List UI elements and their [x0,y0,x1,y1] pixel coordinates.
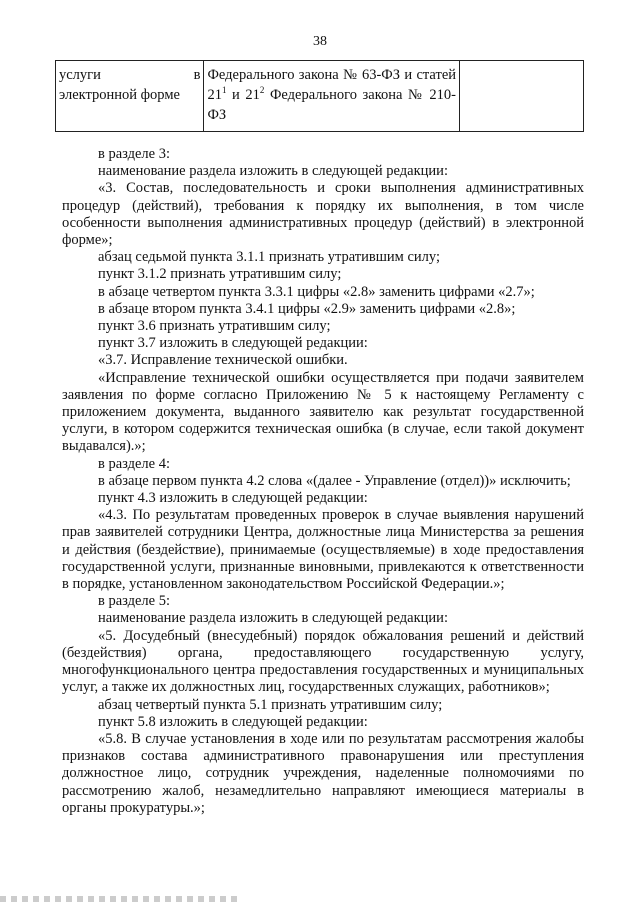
cell-text: в [193,67,201,83]
superscript: 1 [221,85,227,96]
paragraph: пункт 4.3 изложить в следующей редакции: [98,490,368,507]
paragraph: пункт 5.8 изложить в следующей редакции: [98,713,368,730]
table-cell-empty [460,61,584,132]
table-cell-law-reference [204,61,460,132]
cell-text: Федерального закона № 63-ФЗ и статей 21 [207,67,457,103]
page-number: 38 [313,34,327,49]
table-row [56,61,584,132]
paragraph: абзац седьмой пункта 3.1.1 признать утратившим силу; [98,249,440,266]
paragraph: «5.8. В случае установления в ходе или по результатам рассмотрения жалобы признаков состава административного правонарушения или преступления должностное лицо, сотрудник учреждения, наделенные полномочиями по рассмотрению жалоб, незамедлительно направляют имеющиеся материалы в органы прокуратуры.»; [62,730,584,816]
paragraph: наименование раздела изложить в следующей редакции: [98,610,448,627]
cell-line [59,65,200,85]
continuation-table [55,60,584,132]
paragraph: пункт 3.7 изложить в следующей редакции: [98,335,368,352]
paragraph: абзац четвертый пункта 5.1 признать утратившим силу; [98,696,443,713]
paragraph: в абзаце четвертом пункта 3.3.1 цифры «2.8» заменить цифрами «2.7»; [98,283,535,300]
paragraph: в разделе 5: [98,593,171,610]
paragraph: «3. Состав, последовательность и сроки выполнения административных процедур (действий), требования к порядку их выполнения, в том числе особенности выполнения административных процедур (действий) в электронной форме»; [62,180,584,249]
paragraph: пункт 3.6 признать утратившим силу; [98,318,331,335]
cell-text: услуги [59,67,101,83]
cell-text: электронной форме [59,87,180,103]
paragraph: «3.7. Исправление технической ошибки. [98,352,348,369]
cell-text: Федерального закона № 210-ФЗ [207,87,457,123]
paragraph: в абзаце первом пункта 4.2 слова «(далее - Управление (отдел))» исключить; [98,472,571,489]
paragraph: в разделе 4: [98,455,171,472]
paragraph: наименование раздела изложить в следующей редакции: [98,163,448,180]
cell-text: и 21 [226,87,260,103]
paragraph: «4.3. По результатам проведенных проверок в случае выявления нарушений прав заявителей сотрудники Центра, должностные лица Министерства за решения и действия (бездействие), принимаемые (осуществляемые) в ходе предоставления государственной услуги, признанные виновными, привлекаются к ответственности в порядке, установленном законодательством Российской Федерации.»; [62,507,584,593]
paragraph: в разделе 3: [98,146,171,162]
paragraph: «5. Досудебный (внесудебный) порядок обжалования решений и действий (бездействия) органа, предоставляющего государственную услугу, многофункционального центра предоставления государственных и муниципальных услуг, а также их должностных лиц, государственных служащих, работников»; [62,627,584,696]
superscript: 2 [259,85,265,96]
paragraph: в абзаце втором пункта 3.4.1 цифры «2.9» заменить цифрами «2.8»; [98,300,516,317]
paragraph: «Исправление технической ошибки осуществляется при подачи заявителем заявления по форме согласно Приложению № 5 к настоящему Регламенту с приложением документа, выданного заявителю как результат государственной услуги, в котором содержится техническая ошибка (в случае, если такой документ выдавался).»; [62,369,584,455]
table-cell-service [56,61,204,132]
document-body [62,146,584,817]
scan-artifact [0,896,240,902]
paragraph: пункт 3.1.2 признать утратившим силу; [98,266,342,283]
